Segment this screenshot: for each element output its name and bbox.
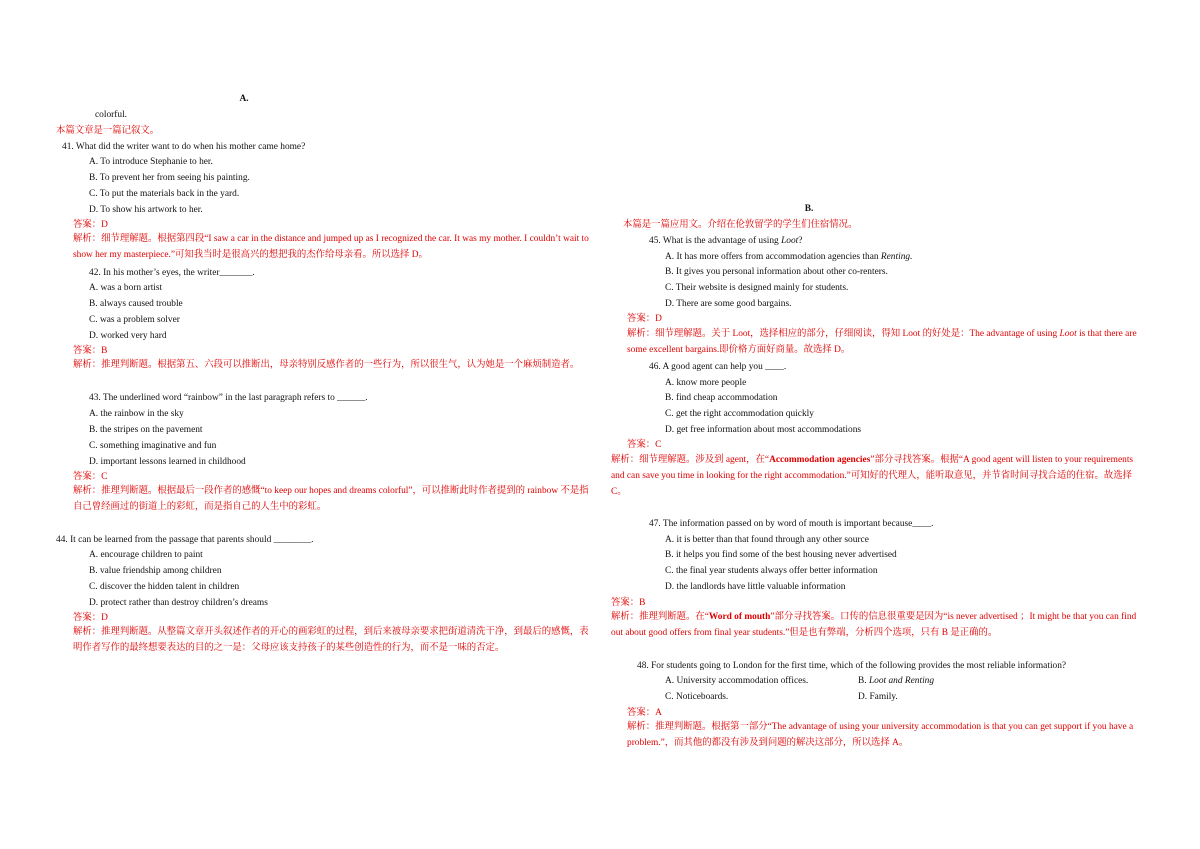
question-42-option-d: D. worked very hard: [89, 331, 167, 341]
question-48-option-a: A. University accommodation offices.: [665, 676, 809, 686]
section-heading-a: A.: [239, 94, 249, 104]
question-45-answer: 答案：D: [627, 314, 662, 324]
question-43-stem: 43. The underlined word “rainbow” in the last paragraph refers to ______.: [89, 393, 368, 403]
passage-intro-b: 本篇是一篇应用文。介绍在伦敦留学的学生们住宿情况。: [623, 220, 858, 230]
question-46-option-c: C. get the right accommodation quickly: [665, 409, 814, 419]
question-46-analysis: 解析：细节理解题。涉及到 agent，在“Accommodation agencies”部分寻找答案。根据“A good agent will listen to your requirements and can save you time in looking for the right accommodation.”可知好的代理人，能听取意见，并节省时间寻找合适的住宿。故选择 C。: [611, 455, 1134, 497]
question-44-option-b: B. value friendship among children: [89, 566, 222, 576]
question-41-stem: 41. What did the writer want to do when his mother came home?: [62, 142, 306, 152]
question-46-answer: 答案：C: [627, 440, 662, 450]
question-43-option-a: A. the rainbow in the sky: [89, 409, 184, 419]
passage-fragment: colorful.: [95, 110, 128, 120]
question-47-option-c: C. the final year students always offer better information: [665, 566, 878, 576]
question-44-stem: 44. It can be learned from the passage that parents should ________.: [56, 535, 314, 545]
question-45-stem: 45. What is the advantage of using Loot?: [649, 236, 803, 246]
question-45-option-a: A. It has more offers from accommodation agencies than Renting.: [665, 252, 913, 262]
question-41-answer: 答案：D: [73, 220, 108, 230]
question-41-option-a: A. To introduce Stephanie to her.: [89, 157, 213, 167]
question-45-analysis: 解析：细节理解题。关于 Loot，选择相应的部分，仔细阅读，得知 Loot 的好处是：The advantage of using Loot is that there are some excellent bargains.即价格方面好商量。故选择 D。: [627, 329, 1137, 355]
question-48-analysis: 解析：推理判断题。根据第一部分“The advantage of using your university accommodation is that you can get support if you have a problem.”，而其他的都没有涉及到问题的解决这部分，所以选择 A。: [627, 722, 1134, 748]
question-48-option-d: D. Family.: [858, 692, 898, 702]
question-42-option-b: B. always caused trouble: [89, 299, 183, 309]
question-44-option-a: A. encourage children to paint: [89, 550, 203, 560]
question-44-answer: 答案：D: [73, 613, 108, 623]
question-42-option-c: C. was a problem solver: [89, 315, 180, 325]
section-heading-b: B.: [804, 204, 814, 214]
question-42-stem: 42. In his mother’s eyes, the writer_______.: [89, 268, 255, 278]
question-42-answer: 答案：B: [73, 346, 108, 356]
question-42-analysis: 解析：推理判断题。根据第五、六段可以推断出，母亲特别反感作者的一些行为，所以很生气，认为她是一个麻烦制造者。: [73, 360, 580, 370]
question-47-answer: 答案：B: [611, 598, 646, 608]
question-46-option-b: B. find cheap accommodation: [665, 393, 778, 403]
question-43-answer: 答案：C: [73, 472, 108, 482]
question-48-stem: 48. For students going to London for the first time, which of the following provides the most reliable information?: [637, 661, 1067, 671]
question-41-option-d: D. To show his artwork to her.: [89, 205, 203, 215]
question-48-option-b: B. Loot and Renting: [858, 676, 935, 686]
question-47-option-a: A. it is better than that found through any other source: [665, 535, 869, 545]
question-41-analysis: 解析：细节理解题。根据第四段“I saw a car in the distance and jumped up as I recognized the car. It was my mother. I couldn’t wait to show her my masterpiece.”可知我当时是很高兴的想把我的杰作给母亲看。所以选择 D。: [73, 234, 589, 260]
question-47-option-d: D. the landlords have little valuable information: [665, 582, 846, 592]
question-41-option-c: C. To put the materials back in the yard.: [89, 189, 240, 199]
question-44-option-d: D. protect rather than destroy children’s dreams: [89, 598, 268, 608]
question-43-option-b: B. the stripes on the pavement: [89, 425, 203, 435]
question-48-answer: 答案：A: [627, 708, 662, 718]
question-43-analysis: 解析：推理判断题。根据最后一段作者的感慨“to keep our hopes and dreams colorful”，可以推断此时作者提到的 rainbow 不是指自己曾经画过的街道上的彩虹，而是指自己的人生中的彩虹。: [73, 486, 589, 512]
question-46-stem: 46. A good agent can help you ____.: [649, 362, 787, 372]
question-46-option-d: D. get free information about most accommodations: [665, 425, 862, 435]
question-42-option-a: A. was a born artist: [89, 283, 163, 293]
question-48-option-c: C. Noticeboards.: [665, 692, 729, 702]
question-47-stem: 47. The information passed on by word of mouth is important because____.: [649, 519, 934, 529]
question-43-option-c: C. something imaginative and fun: [89, 441, 217, 451]
question-44-analysis: 解析：推理判断题。从整篇文章开头叙述作者的开心的画彩虹的过程，到后来被母亲要求把街道清洗干净，到最后的感慨，表明作者写作的最终想要表达的目的之一是：父母应该支持孩子的某些创造性的行为，而不是一味的否定。: [73, 627, 589, 653]
question-41-option-b: B. To prevent her from seeing his painting.: [89, 173, 250, 183]
question-47-option-b: B. it helps you find some of the best housing never advertised: [665, 550, 897, 560]
question-43-option-d: D. important lessons learned in childhood: [89, 457, 246, 467]
question-46-option-a: A. know more people: [665, 378, 747, 388]
passage-intro: 本篇文章是一篇记叙文。: [56, 126, 160, 136]
question-45-option-c: C. Their website is designed mainly for students.: [665, 283, 849, 293]
question-45-option-b: B. It gives you personal information about other co-renters.: [665, 267, 888, 277]
question-47-analysis: 解析：推理判断题。在“Word of mouth”部分寻找答案。口传的信息很重要是因为“is never advertised ；It might be that you can find out about good offers from final year students.”但是也有弊端，分析四个选项，只有 B 是正确的。: [611, 612, 1137, 638]
question-44-option-c: C. discover the hidden talent in children: [89, 582, 240, 592]
question-45-option-d: D. There are some good bargains.: [665, 299, 792, 309]
